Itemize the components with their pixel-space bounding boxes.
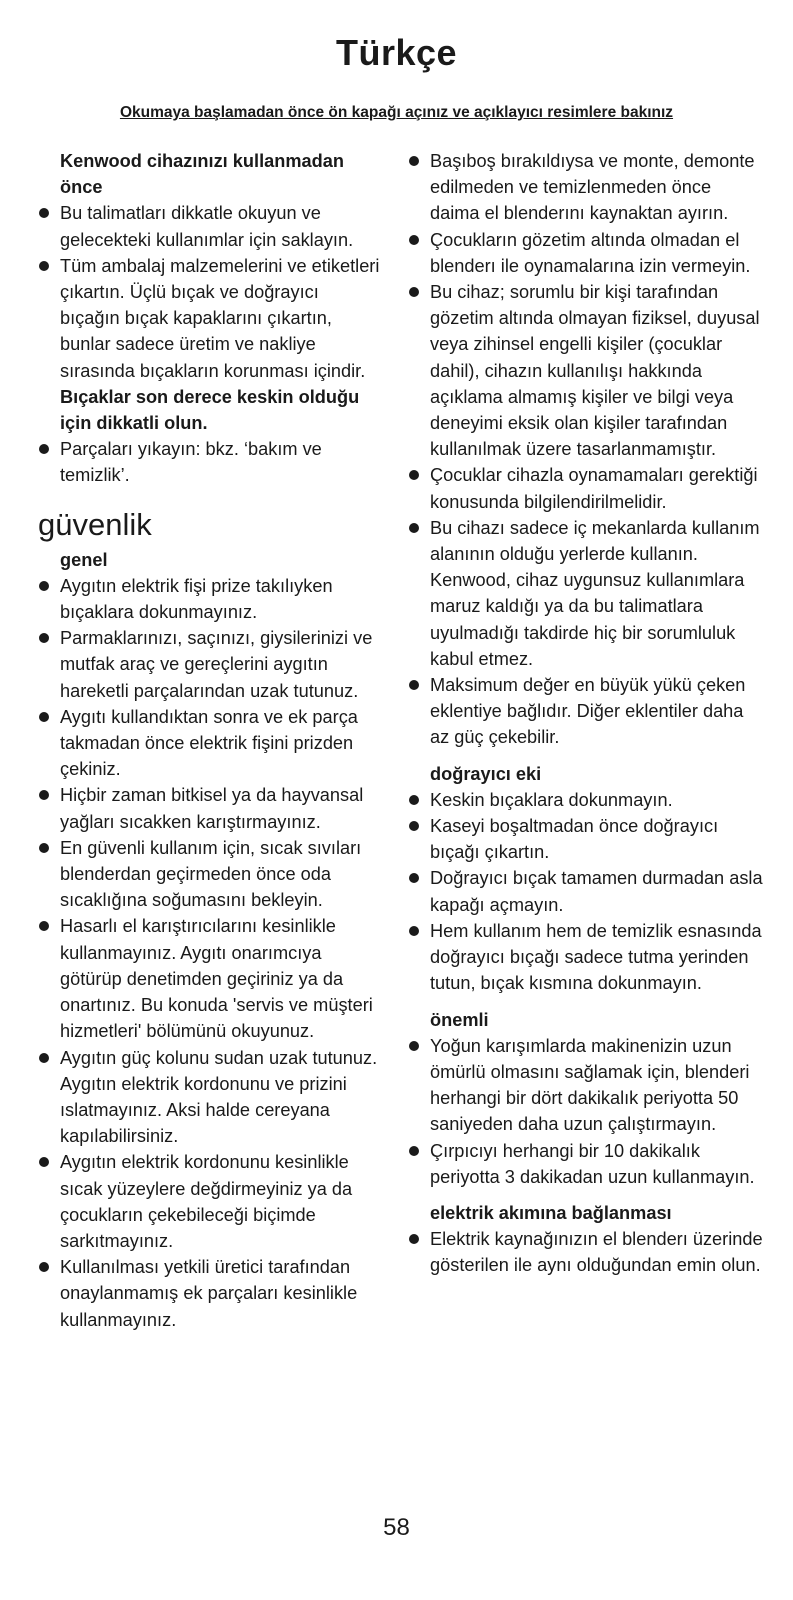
electric-heading: elektrik akımına bağlanması: [430, 1202, 672, 1223]
page-subtitle: Okumaya başlamadan önce ön kapağı açınız ve açıklayıcı resimlere bakınız: [119, 104, 674, 121]
list-item: Kullanılması yetkili üretici tarafından onaylanmamış ek parçaları kesinlikle kullanmayınız.: [38, 1254, 383, 1333]
list-item: En güvenli kullanım için, sıcak sıvıları blenderdan geçirmeden önce oda sıcaklığına soğumasını bekleyin.: [38, 835, 383, 914]
list-item: Hiçbir zaman bitkisel ya da hayvansal yağları sıcakken karıştırmayınız.: [38, 782, 383, 834]
chopper-list: [408, 787, 763, 997]
list-item: Hasarlı el karıştırıcılarını kesinlikle kullanmayınız. Aygıtı onarımcıya götürüp denetimden geçiriniz ya da onartınız. Bu konuda 'servis ve müşteri hizmetleri' bölümünü okuyunuz.: [38, 913, 383, 1044]
left-column: [38, 148, 383, 1333]
list-item: Aygıtın elektrik fişi prize takılıyken bıçaklara dokunmayınız.: [38, 573, 383, 625]
electric-list: [408, 1226, 763, 1278]
list-item: Çocuklar cihazla oynamamaları gerektiği konusunda bilgilendirilmelidir.: [408, 462, 763, 514]
important-list: [408, 1033, 763, 1190]
warning-text: Bıçaklar son derece keskin olduğu için dikkatli olun.: [60, 386, 360, 434]
list-item: Parçaları yıkayın: bkz. ‘bakım ve temizlik’.: [38, 436, 383, 488]
safety-heading: güvenlik: [38, 506, 152, 542]
list-item: Kaseyi boşaltmadan önce doğrayıcı bıçağı çıkartın.: [408, 813, 763, 865]
before-use-heading: Kenwood cihazınızı kullanmadan önce: [60, 151, 344, 198]
list-item: Aygıtın güç kolunu sudan uzak tutunuz. Aygıtın elektrik kordonunu ve prizini ıslatmayınız. Aksi halde cereyana kapılabilirsiniz.: [38, 1045, 383, 1150]
page-title: Türkçe: [335, 32, 458, 73]
list-item: Elektrik kaynağınızın el blenderı üzerinde gösterilen ile aynı olduğundan emin olun.: [408, 1226, 763, 1278]
list-item: Maksimum değer en büyük yükü çeken eklentiye bağlıdır. Diğer eklentiler daha az güç çekebilir.: [408, 672, 763, 751]
right-column: [408, 148, 763, 1279]
list-item: Parmaklarınızı, saçınızı, giysilerinizi ve mutfak araç ve gereçlerini aygıtın hareketli parçalarından uzak tutunuz.: [38, 625, 383, 704]
general-heading: genel: [60, 549, 108, 570]
list-item: Aygıtı kullandıktan sonra ve ek parça takmadan önce elektrik fişini prizden çekiniz.: [38, 704, 383, 783]
list-item: Yoğun karışımlarda makinenizin uzun ömürlü olmasını sağlamak için, blenderi herhangi bir dört dakikalık periyotta 50 saniyeden daha uzun çalıştırmayın.: [408, 1033, 763, 1138]
list-item: Bu cihazı sadece iç mekanlarda kullanım alanının olduğu yerlerde kullanın. Kenwood, cihaz uygunsuz kullanımlara maruz kaldığı ya da bu talimatlara uyulmadığı takdirde hiç bir sorumluluk kabul etmez.: [408, 515, 763, 672]
before-use-list: [38, 200, 383, 488]
list-item: Doğrayıcı bıçak tamamen durmadan asla kapağı açmayın.: [408, 865, 763, 917]
list-item: Keskin bıçaklara dokunmayın.: [408, 787, 763, 813]
list-item: Bu talimatları dikkatle okuyun ve gelecekteki kullanımlar için saklayın.: [38, 200, 383, 252]
list-item: Başıboş bırakıldıysa ve monte, demonte edilmeden ve temizlenmeden önce daima el blenderını kaynaktan ayırın.: [408, 148, 763, 227]
chopper-heading: doğrayıcı eki: [430, 763, 542, 784]
list-item: Çocukların gözetim altında olmadan el blenderı ile oynamalarına izin vermeyin.: [408, 227, 763, 279]
list-item: Aygıtın elektrik kordonunu kesinlikle sıcak yüzeylere değdirmeyiniz ya da çocukların çekebileceği biçimde sarkıtmayınız.: [38, 1149, 383, 1254]
general-list-right: [408, 148, 763, 751]
list-item-text: Tüm ambalaj malzemelerini ve etiketleri çıkartın. Üçlü bıçak ve doğrayıcı bıçağın bıçak kapaklarını çıkartın, bunlar sadece üretim ve nakliye sırasında bıçakların korunması içindir.: [60, 255, 380, 381]
list-item: [38, 253, 383, 436]
list-item: Bu cihaz; sorumlu bir kişi tarafından gözetim altında olmayan fiziksel, duyusal veya zihinsel engelli kişiler (çocuklar dahil), cihazın kullanılışı hakkında açıklama almamış kişiler ve bilgi veya deneyimi eksik olan kişiler tarafından kullanılmak üzere tasarlanmamıştır.: [408, 279, 763, 462]
page-number: 58: [383, 1514, 410, 1541]
general-list-left: [38, 573, 383, 1333]
list-item: Hem kullanım hem de temizlik esnasında doğrayıcı bıçağı sadece tutma yerinden tutun, bıçak kısmına dokunmayın.: [408, 918, 763, 997]
important-heading: önemli: [430, 1009, 489, 1030]
list-item: Çırpıcıyı herhangi bir 10 dakikalık periyotta 3 dakikadan uzun kullanmayın.: [408, 1138, 763, 1190]
